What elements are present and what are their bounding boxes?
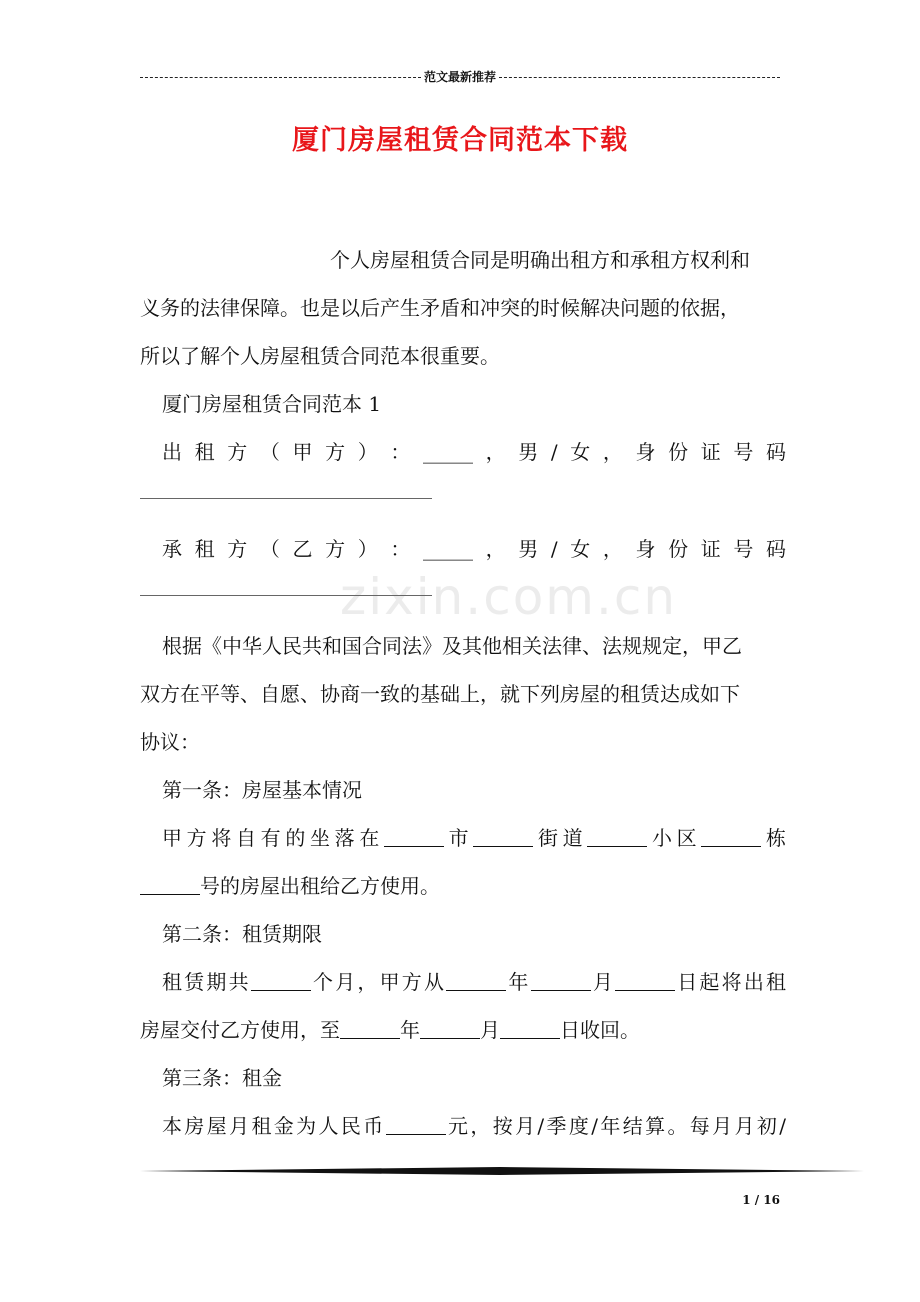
- party-b-char: 号: [733, 537, 754, 561]
- party-b-char: 份: [668, 537, 689, 561]
- article-2-heading: 第二条：租赁期限: [162, 922, 322, 946]
- intro-line-3: 所以了解个人房屋租赁合同范本很重要。: [140, 344, 500, 368]
- party-b-id-line: [140, 595, 432, 596]
- start-year-blank: [446, 970, 506, 991]
- party-a-char: /: [550, 440, 558, 464]
- party-a-char: ）: [357, 440, 378, 464]
- party-b-char: 身: [635, 537, 656, 561]
- party-b-char: 方: [325, 537, 346, 561]
- city-blank: [384, 826, 444, 847]
- party-b-char: （: [259, 537, 280, 561]
- header-dash-left: [140, 77, 421, 78]
- article-2-text: 日起将出租: [675, 970, 787, 994]
- party-a-char: ：: [390, 440, 411, 464]
- party-b-char: ：: [390, 537, 411, 561]
- article-1-text: 街道: [533, 826, 588, 850]
- basis-line-3: 协议：: [140, 730, 200, 754]
- party-b-char: /: [550, 537, 558, 561]
- party-b-char: 女: [570, 537, 591, 561]
- article-1-line-2: [140, 862, 786, 910]
- months-blank: [251, 970, 311, 991]
- article-2-text: 年: [506, 970, 531, 994]
- header-banner: [140, 68, 780, 85]
- party-a-char: 证: [700, 440, 721, 464]
- party-a-char: 租: [194, 440, 215, 464]
- article-2-text: 月: [480, 1018, 500, 1042]
- party-a-char: 女: [570, 440, 591, 464]
- page-number: 1 / 16: [742, 1193, 780, 1207]
- intro-line-2: 义务的法律保障。也是以后产生矛盾和冲突的时候解决问题的依据，: [140, 296, 740, 320]
- article-3-text: 本房屋月租金为人民币: [162, 1114, 386, 1138]
- article-1-text: 号的房屋出租给乙方使用。: [200, 874, 440, 898]
- party-a-char: 方: [227, 440, 248, 464]
- party-b-char: 乙: [292, 537, 313, 561]
- community-blank: [587, 826, 647, 847]
- watermark: zixin.com.cn: [340, 568, 678, 626]
- intro-line-1: 个人房屋租赁合同是明确出租方和承租方权利和: [330, 248, 750, 272]
- article-2-text: 日收回。: [560, 1018, 640, 1042]
- end-year-blank: [340, 1018, 400, 1039]
- party-b-char: 码: [766, 537, 786, 561]
- start-day-blank: [615, 970, 675, 991]
- party-b-char: 承: [162, 537, 182, 561]
- document-title: 厦门房屋租赁合同范本下载: [292, 125, 628, 156]
- article-3-line-1: [140, 1102, 786, 1150]
- article-2-line-2: [140, 1006, 786, 1054]
- article-2-text: 房屋交付乙方使用，至: [140, 1018, 340, 1042]
- street-blank: [473, 826, 533, 847]
- party-b-line: [140, 525, 786, 573]
- article-1-text: 小区: [647, 826, 702, 850]
- article-2-text: 月: [590, 970, 616, 994]
- sample-heading: 厦门房屋租赁合同范本 1: [162, 392, 382, 416]
- end-month-blank: [420, 1018, 480, 1039]
- article-3-text: 元，按月/季度/年结算。每月月初/: [445, 1114, 786, 1138]
- party-a-id-line: [140, 498, 432, 499]
- party-a-char: 号: [733, 440, 754, 464]
- article-1-heading: 第一条：房屋基本情况: [162, 778, 362, 802]
- party-b-blank: _____: [423, 537, 473, 561]
- header-dash-right: [499, 77, 780, 78]
- party-a-char: ，: [602, 440, 623, 464]
- basis-line-2: 双方在平等、自愿、协商一致的基础上，就下列房屋的租赁达成如下: [140, 682, 740, 706]
- party-a-char: 身: [635, 440, 656, 464]
- rent-amount-blank: [386, 1114, 446, 1135]
- party-a-blank: _____: [423, 440, 473, 464]
- article-2-line-1: [140, 958, 786, 1006]
- article-2-text: 个月，甲方从: [310, 970, 447, 994]
- end-day-blank: [500, 1018, 560, 1039]
- start-month-blank: [531, 970, 591, 991]
- party-a-char: 份: [668, 440, 689, 464]
- header-banner-label: 范文最新推荐: [424, 70, 497, 84]
- party-a-char: 方: [325, 440, 346, 464]
- article-2-text: 年: [400, 1018, 420, 1042]
- building-blank: [701, 826, 761, 847]
- party-b-char: ，: [485, 537, 506, 561]
- party-a-line: [140, 428, 786, 476]
- party-b-char: 男: [518, 537, 539, 561]
- party-b-char: ）: [357, 537, 378, 561]
- document-body: [140, 236, 786, 1150]
- party-a-char: 码: [766, 440, 786, 464]
- article-1-text: 市: [444, 826, 474, 850]
- party-a-char: 出: [162, 440, 182, 464]
- party-a-char: （: [259, 440, 280, 464]
- party-b-char: 方: [227, 537, 248, 561]
- article-1-text: 栋: [761, 826, 787, 850]
- article-2-text: 租赁期共: [162, 970, 251, 994]
- footer-divider: [140, 1166, 864, 1176]
- article-3-heading: 第三条：租金: [162, 1066, 282, 1090]
- basis-line-1: 根据《中华人民共和国合同法》及其他相关法律、法规规定，甲乙: [162, 634, 742, 658]
- room-number-blank: [140, 874, 200, 895]
- party-b-char: ，: [602, 537, 623, 561]
- party-a-char: 甲: [292, 440, 313, 464]
- party-b-char: 证: [700, 537, 721, 561]
- party-b-char: 租: [194, 537, 215, 561]
- article-1-text: 甲方将自有的坐落在: [162, 826, 384, 850]
- party-a-char: ，: [485, 440, 506, 464]
- party-a-char: 男: [518, 440, 539, 464]
- article-1-line-1: [140, 814, 786, 862]
